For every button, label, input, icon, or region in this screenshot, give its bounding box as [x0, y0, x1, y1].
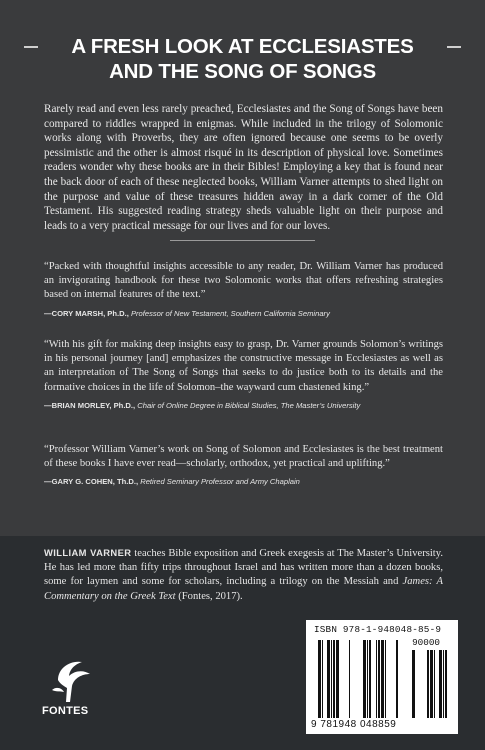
- bio-text-2: (Fontes, 2017).: [175, 590, 243, 602]
- barcode-bar: [333, 640, 335, 718]
- barcode-bar: [369, 640, 371, 718]
- endorser-role: Retired Seminary Professor and Army Chaplain: [140, 477, 300, 487]
- author-bio: [44, 546, 443, 604]
- bio-text-1: teaches Bible exposition and Greek exegesis at The Master’s University. He has led more than fifty trips throughout Israel and has written more than a dozen books, some for laymen and some for scholars, including a trilogy on the Messiah and: [44, 548, 444, 588]
- barcode-bar: [349, 640, 350, 718]
- endorsement-quote: “Professor William Varner’s work on Song of Solomon and Ecclesiastes is the best treatment of these books I have ever read—scholarly, orthodox, yet practical and uplifting.”: [44, 444, 443, 470]
- barcode-bar: [427, 650, 429, 718]
- barcode-bar: [322, 640, 323, 718]
- barcode-bar: [318, 640, 321, 718]
- barcode-bar: [367, 640, 368, 718]
- barcode-bar: [381, 640, 384, 718]
- barcode-bar: [430, 650, 433, 718]
- endorsement-attribution: [44, 309, 443, 319]
- headline-line-2: AND THE SONG OF SONGS: [109, 60, 376, 83]
- isbn-text: ISBN 978-1-948048-85-9: [314, 624, 442, 635]
- barcode-bar: [331, 640, 332, 718]
- barcode-bar: [412, 650, 415, 718]
- barcode-bar: [385, 640, 386, 718]
- barcode-digits: 9 781948 048859: [311, 719, 397, 730]
- barcode-bar: [378, 640, 380, 718]
- headline-rule-left: [24, 46, 38, 48]
- endorsement-2: [44, 338, 443, 411]
- barcode-panel: [306, 620, 458, 734]
- barcode-bar: [396, 640, 398, 718]
- endorser-name: —GARY G. COHEN, Th.D.,: [44, 477, 139, 487]
- headline-rule-right: [447, 46, 461, 48]
- bio-book-title: James: A Commentary on the Greek Text: [44, 576, 443, 602]
- endorser-name: —CORY MARSH, Ph.D.,: [44, 308, 129, 318]
- author-name: WILLIAM VARNER: [44, 547, 132, 558]
- barcode-bar: [363, 640, 366, 718]
- endorsement-quote: “Packed with thoughtful insights accessible to any reader, Dr. William Varner has produced an invigorating handbook for these two Solomonic works that offers refreshing strategies based on internal features of the text.”: [44, 261, 443, 301]
- endorsement-3: [44, 443, 443, 487]
- endorsement-attribution: [44, 401, 443, 411]
- headline-line-1: A FRESH LOOK AT ECCLESIASTES: [71, 35, 414, 58]
- barcode-bar: [443, 650, 444, 718]
- barcode-bar: [439, 650, 442, 718]
- barcode-bar: [336, 640, 339, 718]
- endorsement-attribution: [44, 477, 443, 487]
- publisher-name: FONTES: [42, 705, 89, 717]
- endorsement-1: [44, 260, 443, 319]
- section-divider: [170, 240, 315, 241]
- barcode-bar: [376, 640, 377, 718]
- endorser-role: Chair of Online Degree in Biblical Studies, The Master’s University: [137, 400, 361, 410]
- book-description: Rarely read and even less rarely preached, Ecclesiastes and the Song of Songs have been compared to riddles wrapped in enigmas. While included in the trilogy of Solomonic works along with Proverbs, they are often ignored because one seems to be overly pessimistic and the other is almost risqué in its description of physical love. Sometimes readers wonder why these books are in their Bibles! Employing a key that is found near the back door of each of these neglected books, William Varner attempts to shed light on the purpose and value of these treasures hidden away in a dark corner of the Old Testament. His suggested reading strategy sheds valuable light on their purpose and leads to a very practical message for our lives and for our loves.: [44, 103, 443, 232]
- price-code: 90000: [412, 637, 440, 648]
- endorser-role: Professor of New Testament, Southern California Seminary: [130, 308, 330, 318]
- endorser-name: —BRIAN MORLEY, Ph.D.,: [44, 400, 136, 410]
- barcode-icon: [306, 620, 458, 734]
- barcode-bar: [327, 640, 330, 718]
- barcode-bar: [434, 650, 435, 718]
- barcode-bar: [445, 650, 447, 718]
- endorsement-quote: “With his gift for making deep insights easy to grasp, Dr. Varner grounds Solomon’s writings in his personal journey [and] emphasizes the constructive message in Ecclesiastes as well as an interpretation of The Song of Songs that seeks to do justice both to its details and the formative choices in the life of Solomon–the wayward cum chastened king.”: [44, 339, 443, 393]
- back-cover-headline: [20, 34, 465, 84]
